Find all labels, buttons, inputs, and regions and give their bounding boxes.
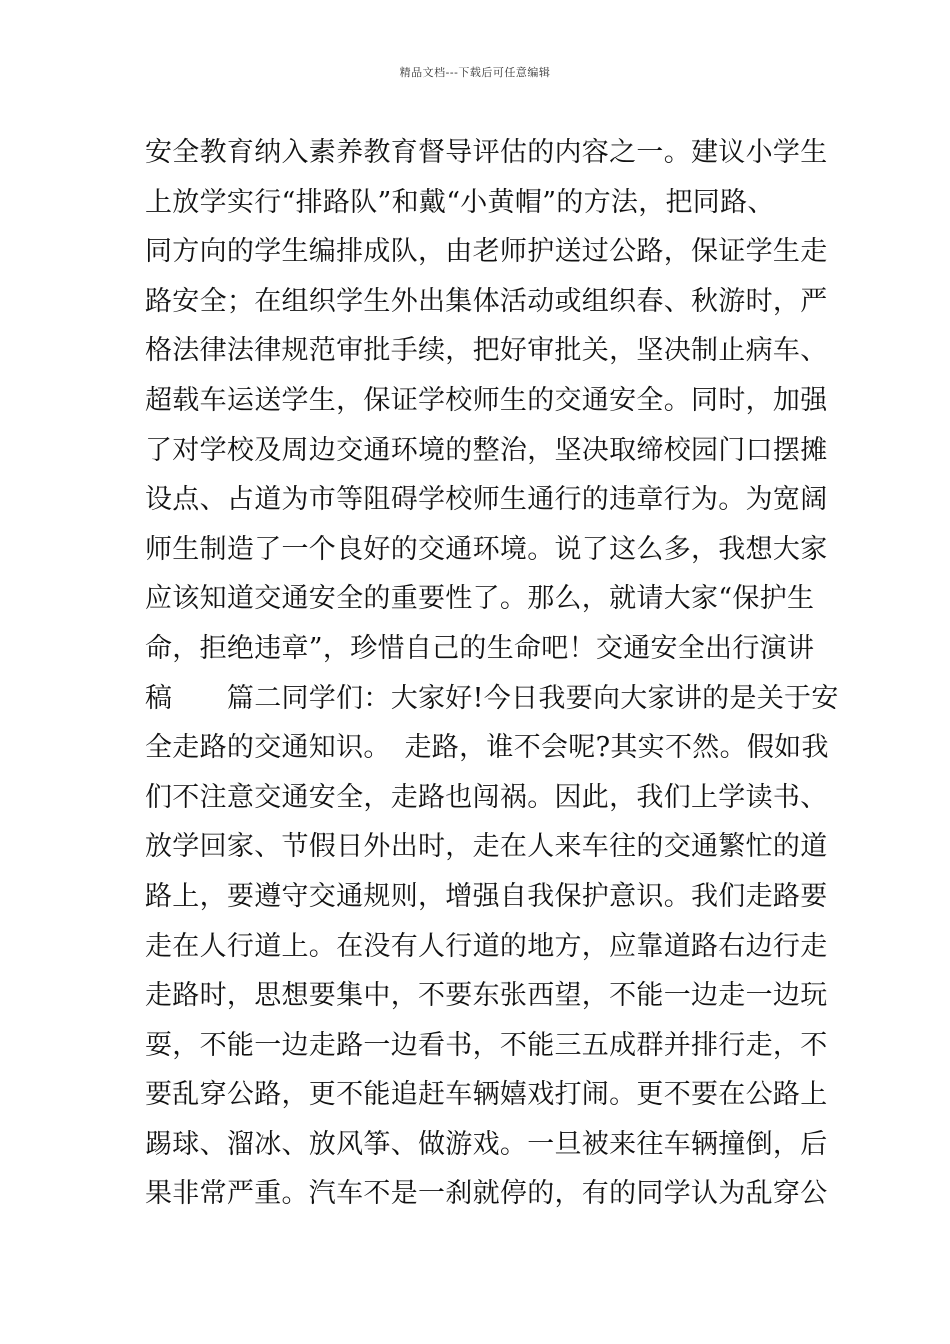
text-line: 全走路的交通知识。 走路，谁不会呢?其实不然。假如我	[145, 732, 829, 764]
text-line: 格法律法律规范审批手续，把好审批关，坚决制止病车、	[145, 335, 828, 367]
text-line: 上放学实行“排路队”和戴“小黄帽”的方法，把同路、	[145, 186, 775, 218]
text-line: 路安全；在组织学生外出集体活动或组织春、秋游时，严	[145, 285, 828, 317]
body-text	[145, 128, 839, 1219]
text-line: 稿 篇二同学们：大家好!今日我要向大家讲的是关于安	[145, 682, 839, 714]
text-line: 了对学校及周边交通环境的整治，坚决取缔校园门口摆摊	[145, 434, 828, 466]
text-line: 走在人行道上。在没有人行道的地方，应靠道路右边行走	[145, 930, 828, 962]
text-line: 命，拒绝违章”，珍惜自己的生命吧！交通安全出行演讲	[145, 632, 815, 664]
page-header: 精品文档---下载后可任意编辑	[399, 66, 551, 79]
text-line: 设点、占道为市等阻碍学校师生通行的违章行为。为宽阔	[145, 484, 828, 516]
text-line: 走路时，思想要集中，不要东张西望，不能一边走一边玩	[145, 980, 828, 1012]
text-line: 果非常严重。汽车不是一刹就停的，有的同学认为乱穿公	[145, 1178, 828, 1210]
text-line: 放学回家、节假日外出时，走在人来车往的交通繁忙的道	[145, 831, 828, 863]
text-line: 耍，不能一边走路一边看书，不能三五成群并排行走，不	[145, 1029, 828, 1061]
text-line: 超载车运送学生，保证学校师生的交通安全。同时，加强	[145, 384, 828, 416]
text-line: 踢球、溜冰、放风筝、做游戏。一旦被来往车辆撞倒，后	[145, 1128, 828, 1160]
text-line: 应该知道交通安全的重要性了。那么，就请大家“保护生	[145, 583, 815, 615]
text-line: 同方向的学生编排成队，由老师护送过公路，保证学生走	[145, 236, 828, 268]
text-line: 师生制造了一个良好的交通环境。说了这么多，我想大家	[145, 533, 828, 565]
text-line: 要乱穿公路，更不能追赶车辆嬉戏打闹。更不要在公路上	[145, 1079, 828, 1111]
text-line: 们不注意交通安全，走路也闯祸。因此，我们上学读书、	[145, 781, 828, 813]
text-line: 安全教育纳入素养教育督导评估的内容之一。建议小学生	[145, 137, 828, 168]
text-line: 路上，要遵守交通规则，增强自我保护意识。我们走路要	[145, 880, 828, 912]
